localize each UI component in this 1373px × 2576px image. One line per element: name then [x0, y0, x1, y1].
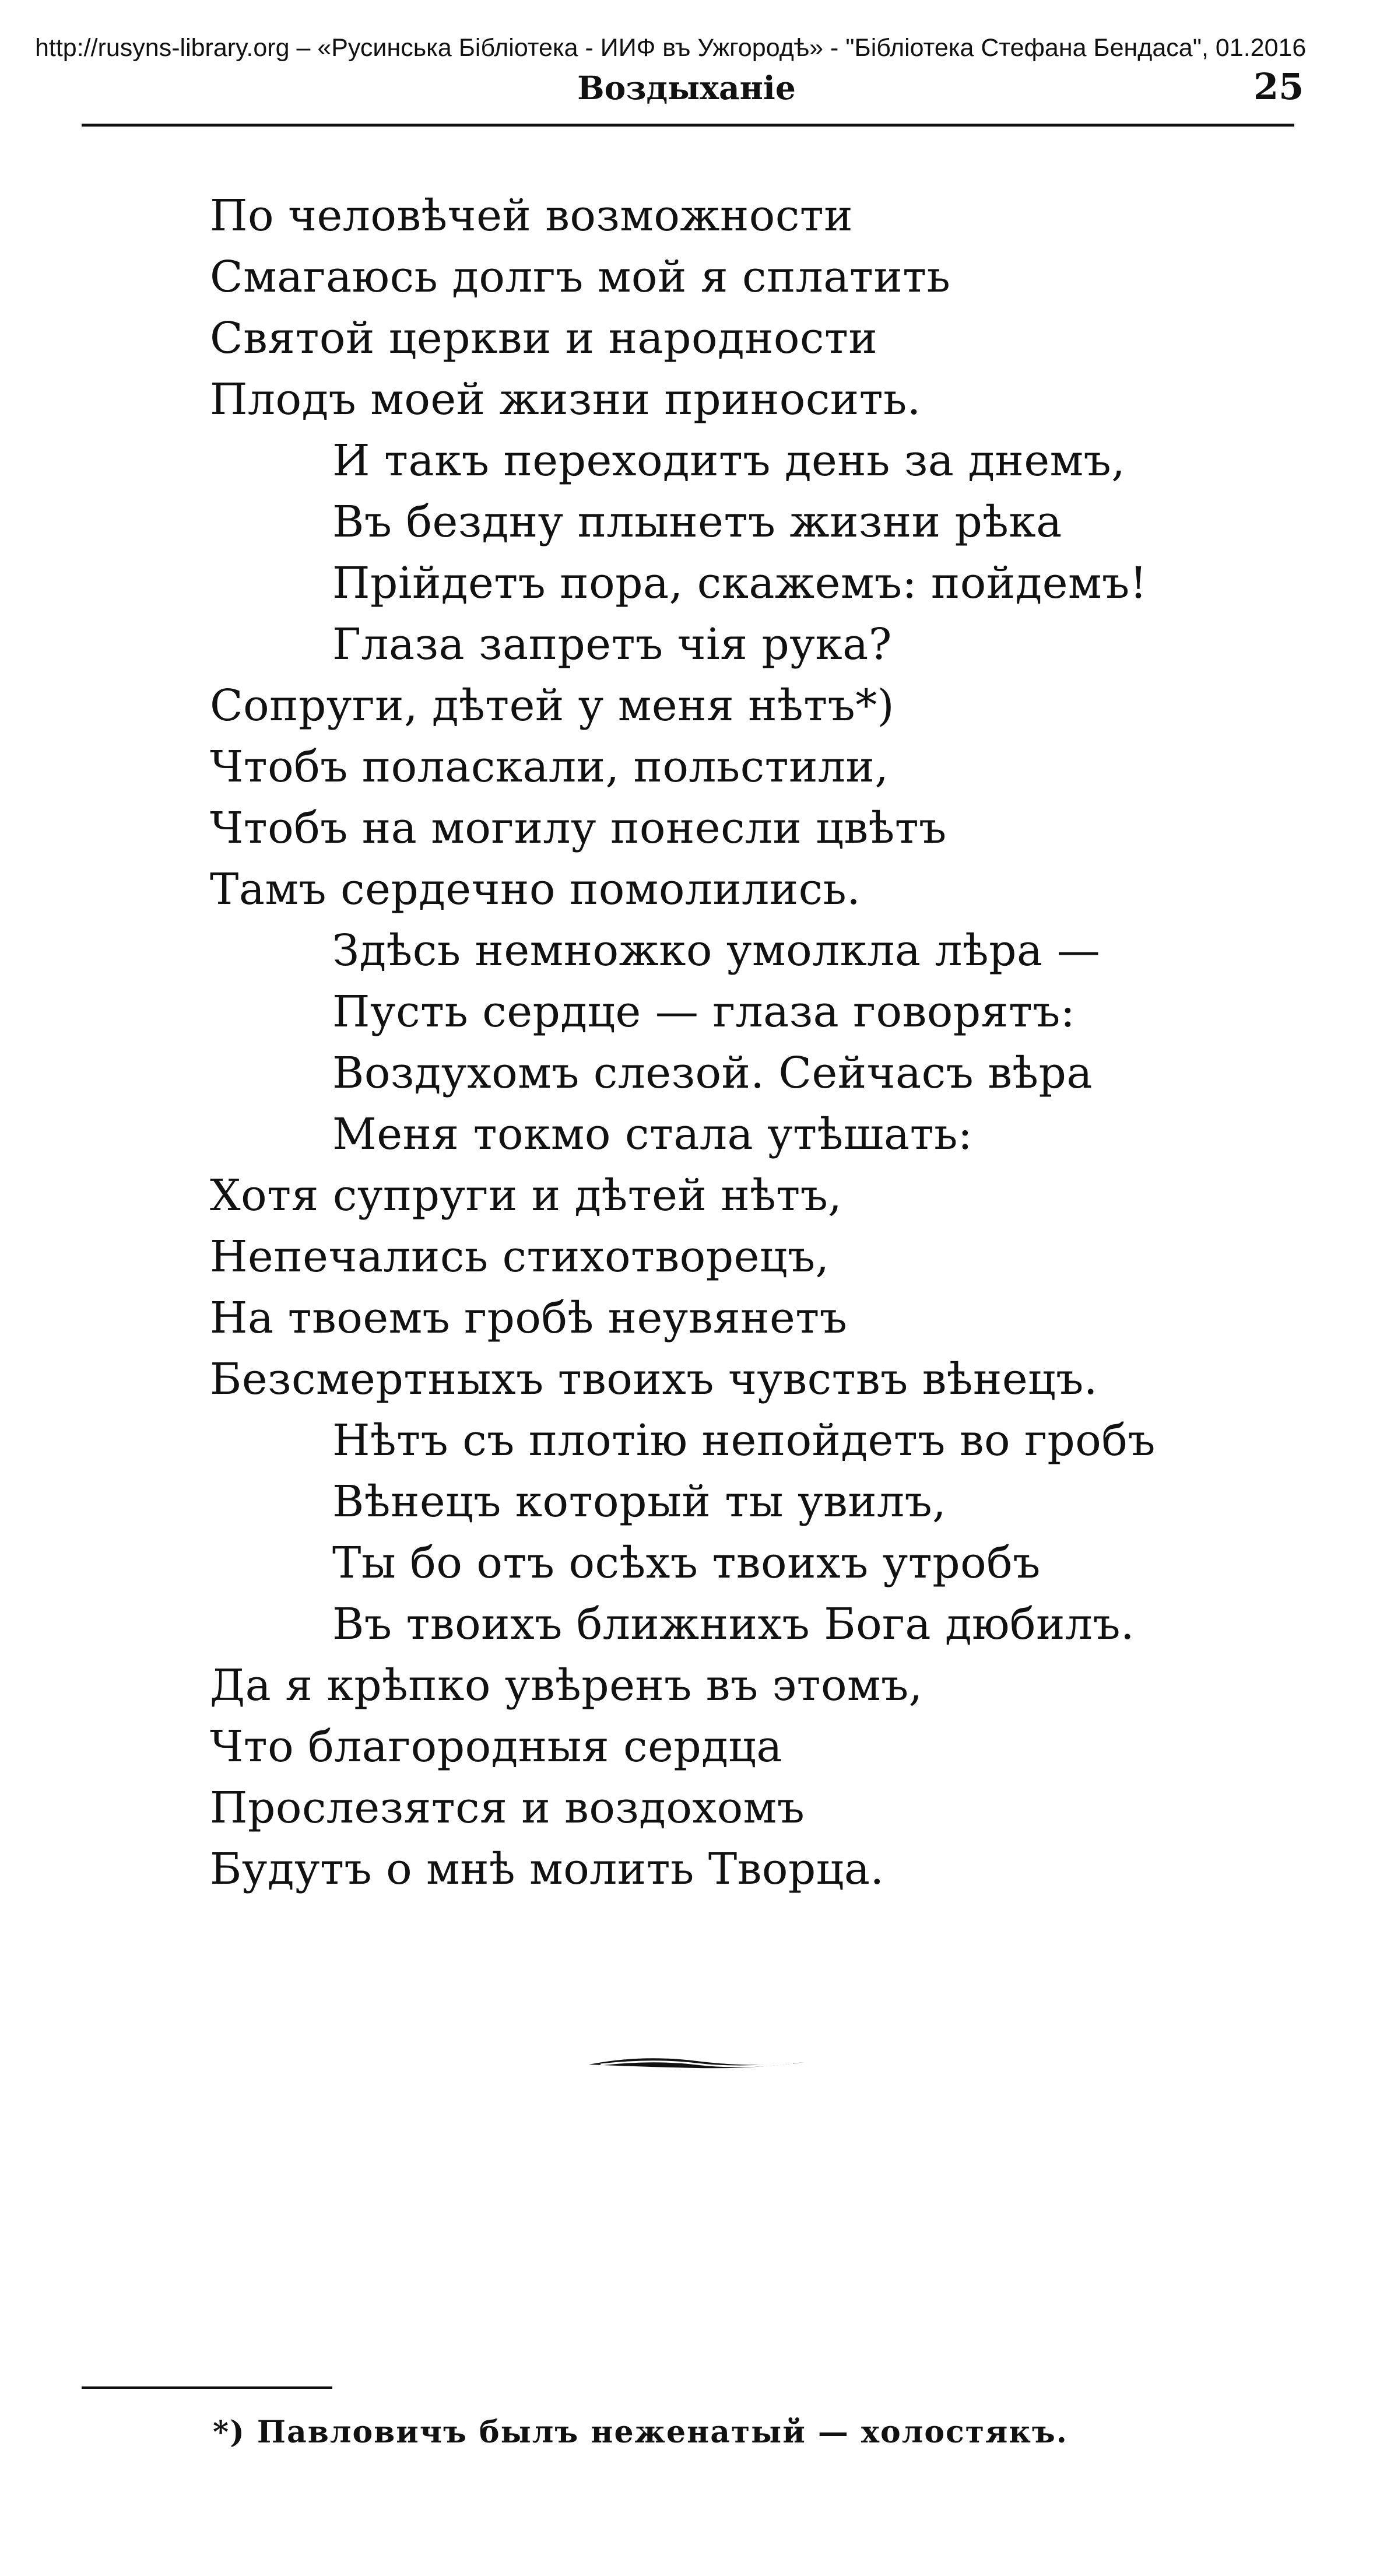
- poem-line: Чтобъ на могилу понесли цвѣтъ: [210, 803, 947, 853]
- poem-line: Чтобъ поласкали, польстили,: [210, 742, 889, 792]
- poem-line: Безсмертныхъ твоихъ чувствъ вѣнецъ.: [210, 1354, 1098, 1404]
- footnote-rule: [82, 2386, 332, 2389]
- poem-line: Что благородныя сердца: [210, 1722, 782, 1772]
- header-rule: [82, 124, 1294, 127]
- poem-line: Плодъ моей жизни приносить.: [210, 374, 921, 425]
- poem-line: Смагаюсь долгъ мой я сплатить: [210, 252, 951, 302]
- poem-line: Меня токмо стала утѣшать:: [332, 1109, 973, 1159]
- poem-line: Прійдетъ пора, скажемъ: пойдемъ!: [332, 558, 1147, 608]
- poem-line: Хотя супруги и дѣтей нѣтъ,: [210, 1170, 842, 1221]
- poem-line: Ты бо отъ осѣхъ твоихъ утробъ: [332, 1538, 1041, 1588]
- poem-line: Да я крѣпко увѣренъ въ этомъ,: [210, 1660, 923, 1711]
- poem-line: И такъ переходитъ день за днемъ,: [332, 436, 1126, 486]
- footnote: *) Павловичъ былъ неженатый — холостякъ.: [213, 2414, 1068, 2450]
- source-url-line: http://rusyns-library.org – «Русинська Бібліотека - ИИФ въ Ужгородѣ» - "Бібліотека Стефана Бендаса", 01.2016: [35, 34, 1307, 62]
- poem-line: Непечались стихотворецъ,: [210, 1232, 830, 1282]
- poem-line: Пусть сердце — глаза говорятъ:: [332, 987, 1076, 1037]
- poem-line: Нѣтъ съ плотію непойдетъ во гробъ: [332, 1415, 1156, 1466]
- poem-line: По человѣчей возможности: [210, 191, 854, 241]
- ornament-divider-icon: [589, 2053, 805, 2076]
- poem-line: Будутъ о мнѣ молить Творца.: [210, 1844, 884, 1894]
- poem-line: Сопруги, дѣтей у меня нѣтъ*): [210, 681, 895, 731]
- poem-line: Прослезятся и воздохомъ: [210, 1783, 805, 1833]
- poem-line: Въ твоихъ ближнихъ Бога дюбилъ.: [332, 1599, 1135, 1649]
- page-number: 25: [1253, 65, 1304, 108]
- poem-line: Воздухомъ слезой. Сейчасъ вѣра: [332, 1048, 1093, 1098]
- poem-body: [210, 185, 1318, 1900]
- poem-line: На твоемъ гробѣ неувянетъ: [210, 1293, 848, 1343]
- poem-line: Святой церкви и народности: [210, 313, 878, 363]
- running-title: Воздыханіе: [577, 69, 796, 107]
- poem-line: Тамъ сердечно помолились.: [210, 864, 861, 914]
- poem-line: Здѣсь немножко умолкла лѣра —: [332, 926, 1101, 976]
- poem-line: Вѣнецъ который ты увилъ,: [332, 1477, 947, 1527]
- poem-line: Глаза запретъ чія рука?: [332, 619, 892, 670]
- poem-line: Въ бездну плынетъ жизни рѣка: [332, 497, 1062, 547]
